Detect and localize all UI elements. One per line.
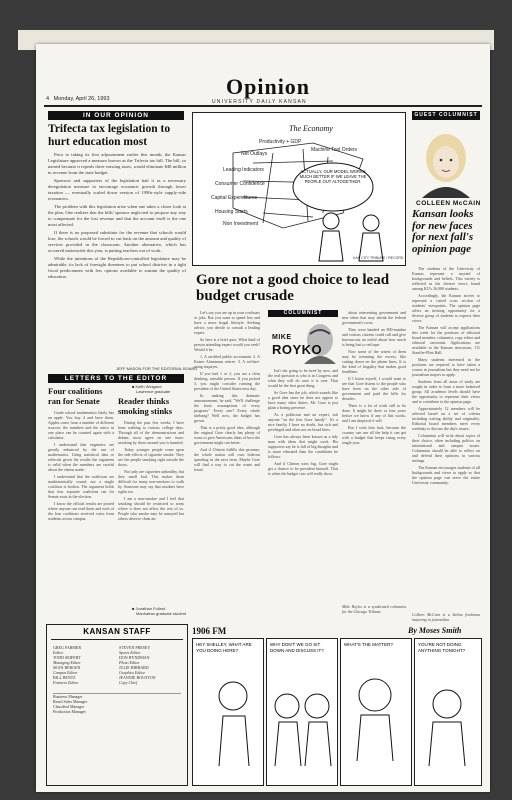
column-headline: Gore not a good choice to lead budget crusade [196,272,390,304]
column-body-2: Isn't she going to be tired by now, and the real question is who is in Congress and what they will do once it is over. That would be the first great thing. So Gore has the job, which sounds like a good idea since he does not appear to have many other duties. Mr. Gore is just plain a boring presence. As a politician and an expert, ask anyone "on the first Gore family". It's a nice family, I have no doubt, but rich and privileged and often not on bread lines. Gore has always been known as a tidy man with ideas that might work. His supporters say he is full of big thoughts and is more educated than the candidates he follows. And if Clinton wins big, Gore might get a chance to be president himself. That is when the budget cuts will really show. [268,368,338,476]
staff-role: Features Editor [53,680,79,685]
columnist-syndication: Mike Royko is a syndicated columnist for the Chicago Tribune. [342,604,406,614]
staff-role: Photo Editor [119,660,140,665]
editorial-paragraph: Prior to taking its first adjournment earlier this month, the Kansas Legislature approved a measure known as the Trifecta tax bill. The bill, so named because it repeals three existing taxes, would eliminate $48 million in revenue from the state budget. [48,152,186,175]
staff-role: Retail Sales Manager [53,699,88,704]
staff-left-list [53,645,113,685]
cartoon-label: Consumer Confidence [215,181,265,187]
letter1-author: ■ Keith Weigand Lawrence graduate [132,384,171,394]
cartoon-figure [319,213,343,261]
staff-role: Campus Editor [53,670,78,675]
comic-panel [266,638,338,786]
staff-box [46,624,188,786]
columnist-tag: COLUMNIST [268,310,338,317]
staff-right-list [119,645,183,685]
editorial-signoff: JEFF MASON FOR THE EDITORIAL BOARD [116,366,198,371]
comic-character [415,656,481,766]
staff-role: Copy Chief [119,680,138,685]
comic-panel [414,638,482,786]
columnist-first-name: MIKE [272,334,292,341]
newspaper-name: UNIVERSITY DAILY KANSAN [212,99,307,105]
staff-name: TODD SEIFERT [53,655,81,660]
editorial-headline: Trifecta tax legislation to hurt education most [48,123,171,148]
cartoon-label: Machine Tool Orders [311,147,358,153]
editorial-paragraph: While the intentions of the Republican-controlled legislature may be admirable, its lack of foresight threatens to put school districts in a tight fiscal predicament with few options available to sustain the quality of education. [48,256,186,279]
staff-role: Production Manager [53,709,86,714]
letter2-author: ■ Jonathan Follard Manhattan graduate student [132,606,187,616]
staff-roster [53,693,181,714]
staff-name: SEAN BERGEN [53,665,81,670]
staff-title: KANSAN STAFF [83,627,151,636]
cartoon-label: Net Outlays [241,151,268,157]
editorial-body [48,152,186,364]
comic-dialogue: HEY SHELLEY, WHAT ARE YOU DOING HERE? [196,642,252,653]
staff-name: JULIE HIBBARD [119,665,149,670]
guest-columnist-tag: GUEST COLUMNIST [412,111,480,120]
masthead-rule [44,105,482,107]
comic-dialogue: WHAT'S THE MATTER? [344,642,393,647]
letter2-headline: Reader thinks smoking stinks [118,396,173,416]
staff-role: Classified Manager [53,704,85,709]
cartoon-title: The Economy [289,124,333,133]
guest-columnist-photo [414,124,478,198]
comic-dialogue: WHY DON'T WE GO SIT DOWN AND DISCUSS IT? [270,642,324,653]
political-cartoon [192,112,406,266]
staff-name: STEVEN PRESEY [119,645,151,650]
staff-name: DON HYNDMAN [119,655,150,660]
guest-column-body: The students of the University of Kansas represent a myriad of backgrounds and beliefs. This variety is reflected in the diverse views found among KU's 26,000 students. Accordingly, the Kansan strives to represent a varied cross section of students' viewpoints. The opinion page offers an inviting opportunity for a diverse group of students to express their views. The Kansan will accept applications this week for the positions of editorial board member, columnist, copy editor and editorial cartoonist. Applications are available in the Kansan newsroom, 111 Stauffer-Flint Hall. Many students interested in the positions are required to have taken a course in journalism but they need not be journalism majors to apply. Students from all areas of study are sought in order to form a more balanced group. All academic levels should have the opportunity to represent their views and to contribute to the opinion page. Approximately 12 members will be selected based on a set of criteria including writing ability and originality. Editorial board members meet every weekday to discuss the day's issues. Columnists will write about topics of their choice, often including politics on international and campus issues. Columnists should be able to reflect on and defend their opinions in various settings. The Kansan encourages students of all backgrounds and views to apply so that the opinion page can serve the entire University community. [412,266,480,485]
cartoon-label: Housing Starts [215,209,248,215]
editorial-paragraph: Sponsors and supporters of the legislation hail it as a necessary deregulation measure to encourage economic growth through lower taxation — eventually scaled down version of 1990s-style supply-side economics. [48,178,186,201]
column-body-3: about reinventing government and new ideas that may shrink the federal government's costs. They were handed an 800-number and various citizens could call and give bureaucrats an earful about how much is being lost to red tape. Now some of the wisest of them may be trimming the excess, like cutting down on the phone lines. It is the kind of frugality that makes good headlines. If I listen myself, I would want to see that Gore listens to the people who have been on the other side of government and paid the bills for decades. There is a lot of work still to be done. It might be three or four years before we know if any of this works, and I am skeptical it will. But I wish him luck, because the country can use all the help it can get with a budget that keeps rising every single year. [342,310,406,445]
cartoon-credit: KAN CITY TRIBUNE / RECORD [353,256,404,260]
comic-panel [192,638,264,786]
cartoon-label: Non Investment [223,221,259,227]
cartoon-label: Leading Indicators [223,167,264,173]
comic-panel [340,638,412,786]
letter2-body: During the past few weeks, I have been walking to various college days. Through all of the demonstrations and debate, most agree on one issue: smoking by those around you is harmful. Today younger people come upon the side effects of cigarette smoke. They see the people smoking right outside the doors. Not only are cigarettes unhealthy, but they smell bad. This makes them difficult for many non-smokers to walk by. Someone may say that smokers have rights too. I am a non-smoker and I feel that smoking should be restricted to areas where it does not affect the rest of us. People who smoke may be annoyed but others deserve clean air. [118,420,184,521]
letters-tag: LETTERS TO THE EDITOR [48,374,184,383]
comic-character [193,656,263,766]
letter1-headline: Four coalitions ran for Senate [48,386,103,406]
section-title: Opinion [226,74,311,99]
staff-name: BILL BENTZ [53,675,76,680]
comic-character [267,656,337,766]
cartoon-speech-bubble: ACTUALLY, OUR MODEL WORKS MUCH BETTER IF WE LEAVE THE PEOPLE OUT ALTOGETHER. [299,169,367,184]
newspaper-page [36,44,490,792]
editorial-paragraph: The problem with this legislation arise when one takes a closer look at the plan. One realizes that the bills' sponsor neglected to propose any way to compensate for the lost revenue and that the account itself is the one most affected. [48,204,186,227]
staff-name: GREG FARMER [53,645,82,650]
cartoon-label: Capital Expenditures [211,195,258,201]
cartoon-drawing [193,113,405,265]
staff-role: Editor [53,650,64,655]
staff-name: JEANNIE HOUSTON [119,675,156,680]
comic-author: By Moses Smith [408,626,462,635]
letter1-body: Grade school mathematics likely has an apple. You buy 4 and have them. Apples come from a number of different sources; the numbers and the ratios in one place can be counted again with a calculator. I understand that engineers are greatly enhanced by the use of mathematics. Using statistical data or referrals given the results the argument is valid when the members are careful about the claims made. I understand that the coalitions are mathematically sound; not a single coalition is broken. The argument holds that four separate coalitions ran for Senate seats in the election. I know the official results are posted where anyone can read them and each of the four coalitions received votes from students across campus. [48,410,114,521]
column-body-1: Let's say you are up in your rowboats or jobs. But you want to spend less and have a more frugal lifestyle. Seeking advice, you decide to consult a leading expert. So here is a brief quiz: What kind of person attending expert would you seek? Would it be: 1. A certified public accountant. 2. A Kaiser Aluminum retiree. 3. A welfare-using taxpayer. If you had 1 or 2, you are a clear thinking, sensible person. If you picked 3, you might consider running the president of the United States next day. In making this dramatic announcement, he said, "We'll challenge the basic assumptions of every program." Every one? Every whole shebang? Well now, the budget has grown. That is a pretty good idea, although the original Gore clearly has plenty of room to give Americans ideas of how the government might run better. And if Clinton fulfills this promise, the whole nation will own hideous spending in the next term. Maybe Gore will find a way to cut the waste and fraud. [194,310,260,472]
guest-column-headline: Kansan looks for new faces for next fall's opinion page [412,208,474,255]
staff-role: Sports Editor [119,650,141,655]
cartoon-label: Productivity + GDP [259,139,302,145]
guest-column-footer: Colleen McCain is a Salina freshman majoring in journalism. [412,612,480,622]
columnist-last-name: ROYKO [272,342,323,357]
comic-character [341,651,411,761]
staff-role: Business Manager [53,694,83,699]
editorial-paragraph: If there is no proposed substitute for the revenue that schools would lose, the schools would be forced to cut back on the amount and quality of services provided in the classroom. Another alternative, which has occurred nationwide this year, is putting teachers out of work. [48,230,186,253]
page-date: 4 Monday, April 26, 1993 [46,96,110,102]
comic-title: 1906 FM [192,626,227,636]
staff-role: Graphics Editor [119,670,146,675]
cartoon-figure [359,215,383,261]
our-opinion-tag: IN OUR OPINION [48,111,184,120]
guest-columnist-name: COLLEEN McCAIN [416,200,481,207]
staff-role: Managing Editor [53,660,81,665]
comic-dialogue: YOU'RE NOT DOING ANYTHING TONIGHT? [418,642,466,653]
